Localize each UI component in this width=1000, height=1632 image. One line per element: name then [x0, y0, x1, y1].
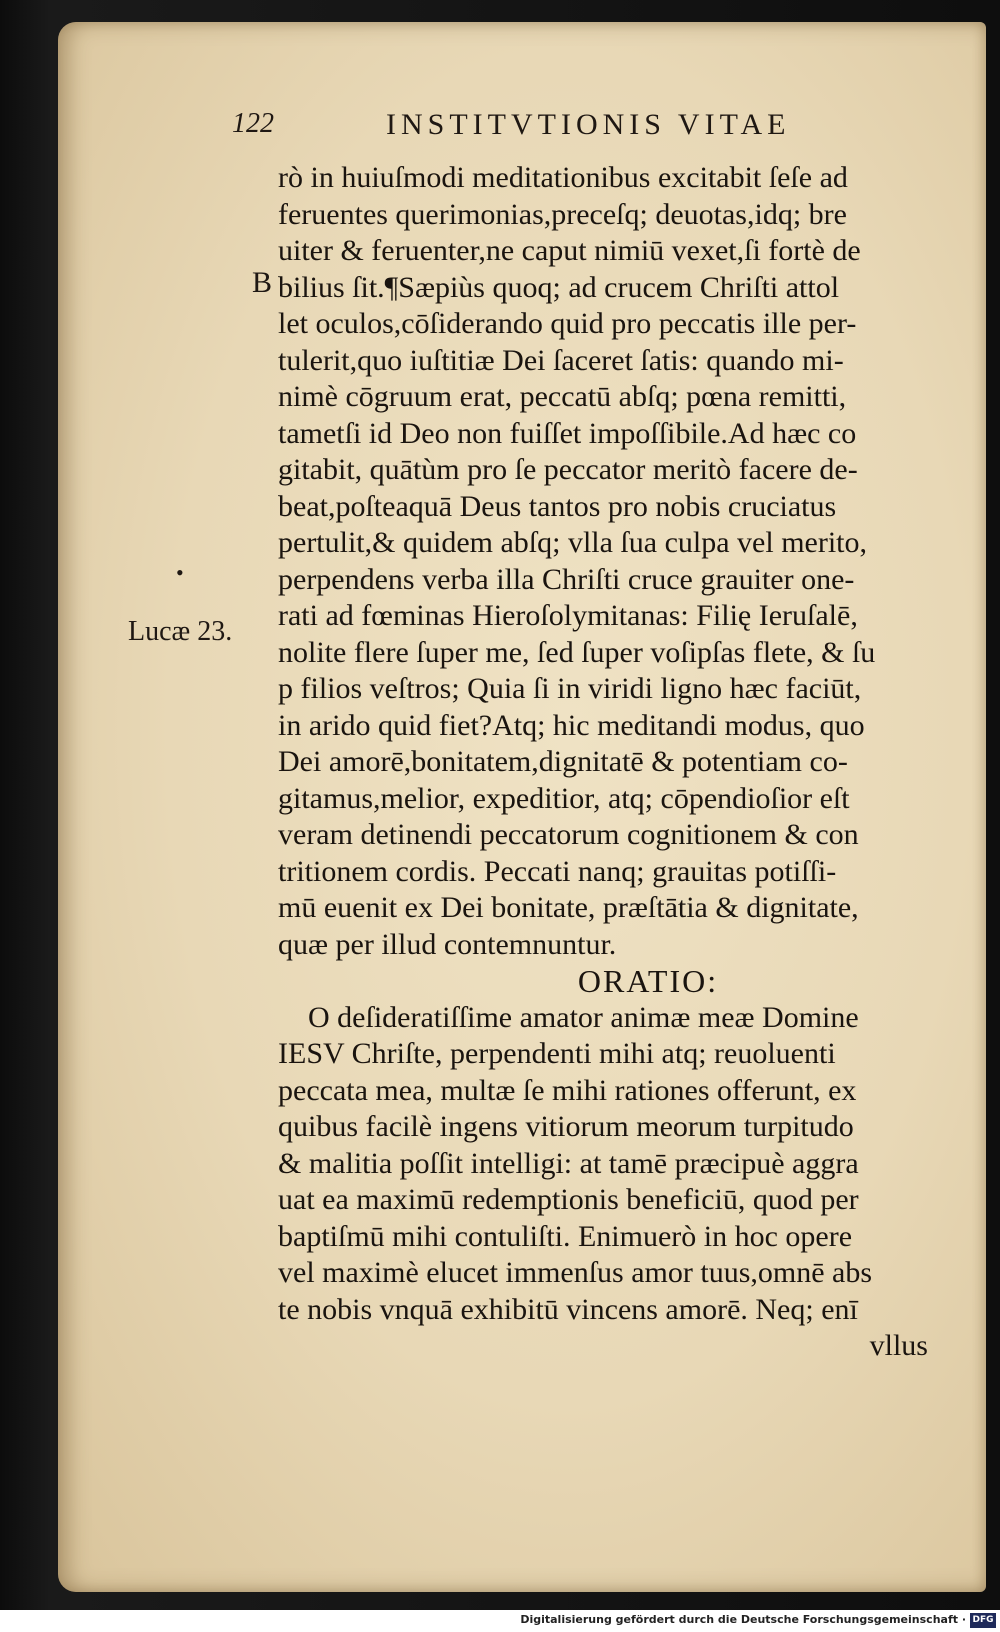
dfg-logo: DFG [970, 1613, 996, 1628]
text-line: tritionem cordis. Peccati nanq; grauitas potiſſi- [278, 854, 837, 888]
catchword: vllus [869, 1329, 928, 1362]
footer-credit: Digitalisierung gefördert durch die Deutsche Forschungsgemeinschaft · [520, 1613, 966, 1626]
text-line: vel maximè elucet immenſus amor tuus,omnē abs [278, 1256, 873, 1289]
main-text-block [278, 160, 958, 1365]
text-line: peccata mea, multæ ſe mihi rationes offerunt, ex [278, 1073, 857, 1107]
text-line: feruentes querimonias,preceſq; deuotas,idq; bre [278, 197, 847, 231]
text-line: in arido quid fiet?Atq; hic meditandi modus, quo [278, 708, 865, 742]
text-line: & malitia poſſit intelligi: at tamē præcipuè aggra [278, 1146, 859, 1180]
margin-mark-icon: • [176, 560, 184, 585]
body-paragraph [278, 160, 958, 963]
text-line: veram detinendi peccatorum cognitionem & con [278, 818, 859, 851]
text-line: mū euenit ex Dei bonitate, præſtātia & dignitate, [278, 891, 859, 924]
text-line: p filios veſtros; Quia ſi in viridi ligno hæc faciūt, [278, 672, 862, 705]
text-line: IESV Chriſte, perpendenti mihi atq; reuoluenti [278, 1037, 836, 1070]
page-header [60, 88, 900, 141]
oratio-heading: ORATIO: [577, 963, 719, 999]
text-line: bilius ſit.¶Sæpiùs quoq; ad crucem Chriſti attol [278, 270, 840, 304]
text-line: nolite flere ſuper me, ſed ſuper voſipſas flete, & ſu [278, 635, 876, 669]
text-line: gitamus,melior, expeditior, atq; cōpendioſior eſt [278, 781, 850, 815]
text-line: te nobis vnquā exhibitū vincens amorē. Neq; enī [278, 1292, 858, 1326]
text-line: perpendens verba illa Chriſti cruce grauiter one- [278, 562, 855, 596]
text-line: rati ad fœminas Hieroſolymitanas: Filię Ieruſalē, [278, 599, 858, 632]
text-line: quibus facilè ingens vitiorum meorum turpitudo [278, 1110, 854, 1143]
margin-letter-b: B [252, 266, 273, 299]
text-line: let oculos,cōſiderando quid pro peccatis ille per- [278, 307, 857, 340]
text-line: uat ea maximū redemptionis beneficiū, quod per [278, 1183, 859, 1216]
text-line: gitabit, quātùm pro ſe peccator meritò facere de- [278, 453, 858, 486]
text-line: tulerit,quo iuſtitiæ Dei ſaceret ſatis: quando mi- [278, 343, 844, 377]
text-line: quæ per illud contemnuntur. [278, 927, 617, 961]
oratio-paragraph [278, 1000, 958, 1329]
text-line: baptiſmū mihi contuliſti. Enimuerò in hoc opere [278, 1219, 853, 1253]
margin-luke-reference: Lucæ 23. [128, 616, 233, 647]
text-line: beat,poſteaquā Deus tantos pro nobis cruciatus [278, 489, 837, 523]
text-line: uiter & feruenter,ne caput nimiū vexet,ſi fortè de [278, 234, 861, 267]
text-line: rò in huiuſmodi meditationibus excitabit ſeſe ad [278, 161, 848, 194]
running-head: INSTITVTIONIS VITAE [386, 108, 791, 141]
text-line: O deſideratiſſime amator animæ meæ Domine [308, 1000, 859, 1034]
text-line: tametſi id Deo non fuiſſet impoſſibile.Ad hæc co [278, 416, 857, 450]
text-line: nimè cōgruum erat, peccatū abſq; pœna remitti, [278, 380, 847, 413]
page-number: 122 [232, 108, 274, 139]
text-line: Dei amorē,bonitatem,dignitatē & potentiam co- [278, 745, 848, 778]
footer-bar [0, 1610, 1000, 1632]
text-line: pertulit,& quidem abſq; vlla ſua culpa vel merito, [278, 526, 868, 559]
